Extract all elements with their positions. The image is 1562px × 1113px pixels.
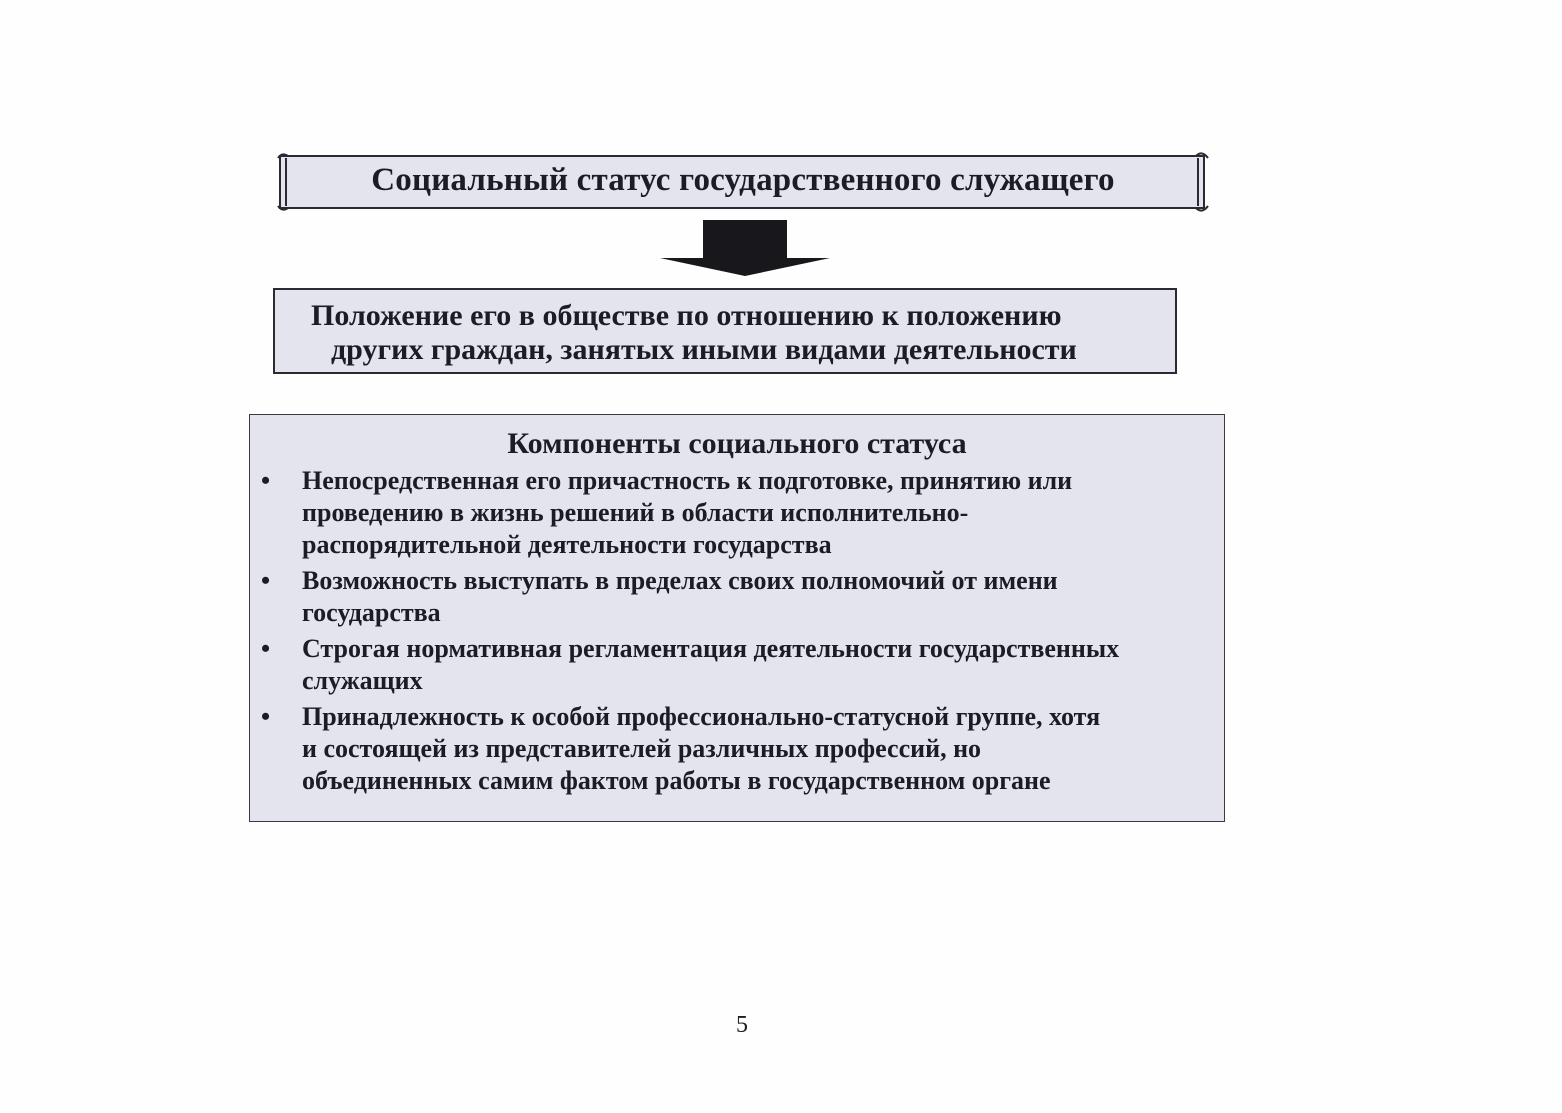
component-item-line: служащих [302,666,423,695]
component-item-line: Непосредственная его причастность к подготовке, принятию или [302,466,1073,495]
component-item-line: Строгая нормативная регламентация деятельности государственных [302,634,1120,663]
page-number: 5 [736,1012,748,1038]
bullet-icon: • [261,466,271,495]
component-item-line: государства [302,598,441,627]
bullet-icon: • [261,702,271,731]
component-item-line: объединенных самим фактом работы в государственном органе [302,766,1051,795]
component-list [250,465,1224,801]
component-item [250,633,1224,697]
definition-line-1: Положение его в обществе по отношению к положению [311,299,1062,332]
component-item-line: и состоящей из представителей различных профессий, но [302,734,982,763]
bullet-icon: • [261,566,271,595]
definition-line-2: других граждан, занятых иными видами деятельности [331,333,1077,366]
component-item [250,465,1224,561]
down-arrow-icon [660,220,830,276]
component-item [250,701,1224,797]
components-box [249,414,1225,822]
bullet-icon: • [261,634,271,663]
component-item-line: проведению в жизнь решений в области исполнительно- [302,498,969,527]
component-item-line: Возможность выступать в пределах своих полномочий от имени [302,566,1058,595]
title-banner [276,152,1210,212]
component-item [250,565,1224,629]
definition-box [273,288,1177,374]
component-item-line: Принадлежность к особой профессионально-статусной группе, хотя [302,702,1101,731]
diagram-title: Социальный статус государственного служащего [371,162,1115,198]
component-item-line: распорядительной деятельности государства [302,530,832,559]
components-heading: Компоненты социального статуса [507,427,967,460]
